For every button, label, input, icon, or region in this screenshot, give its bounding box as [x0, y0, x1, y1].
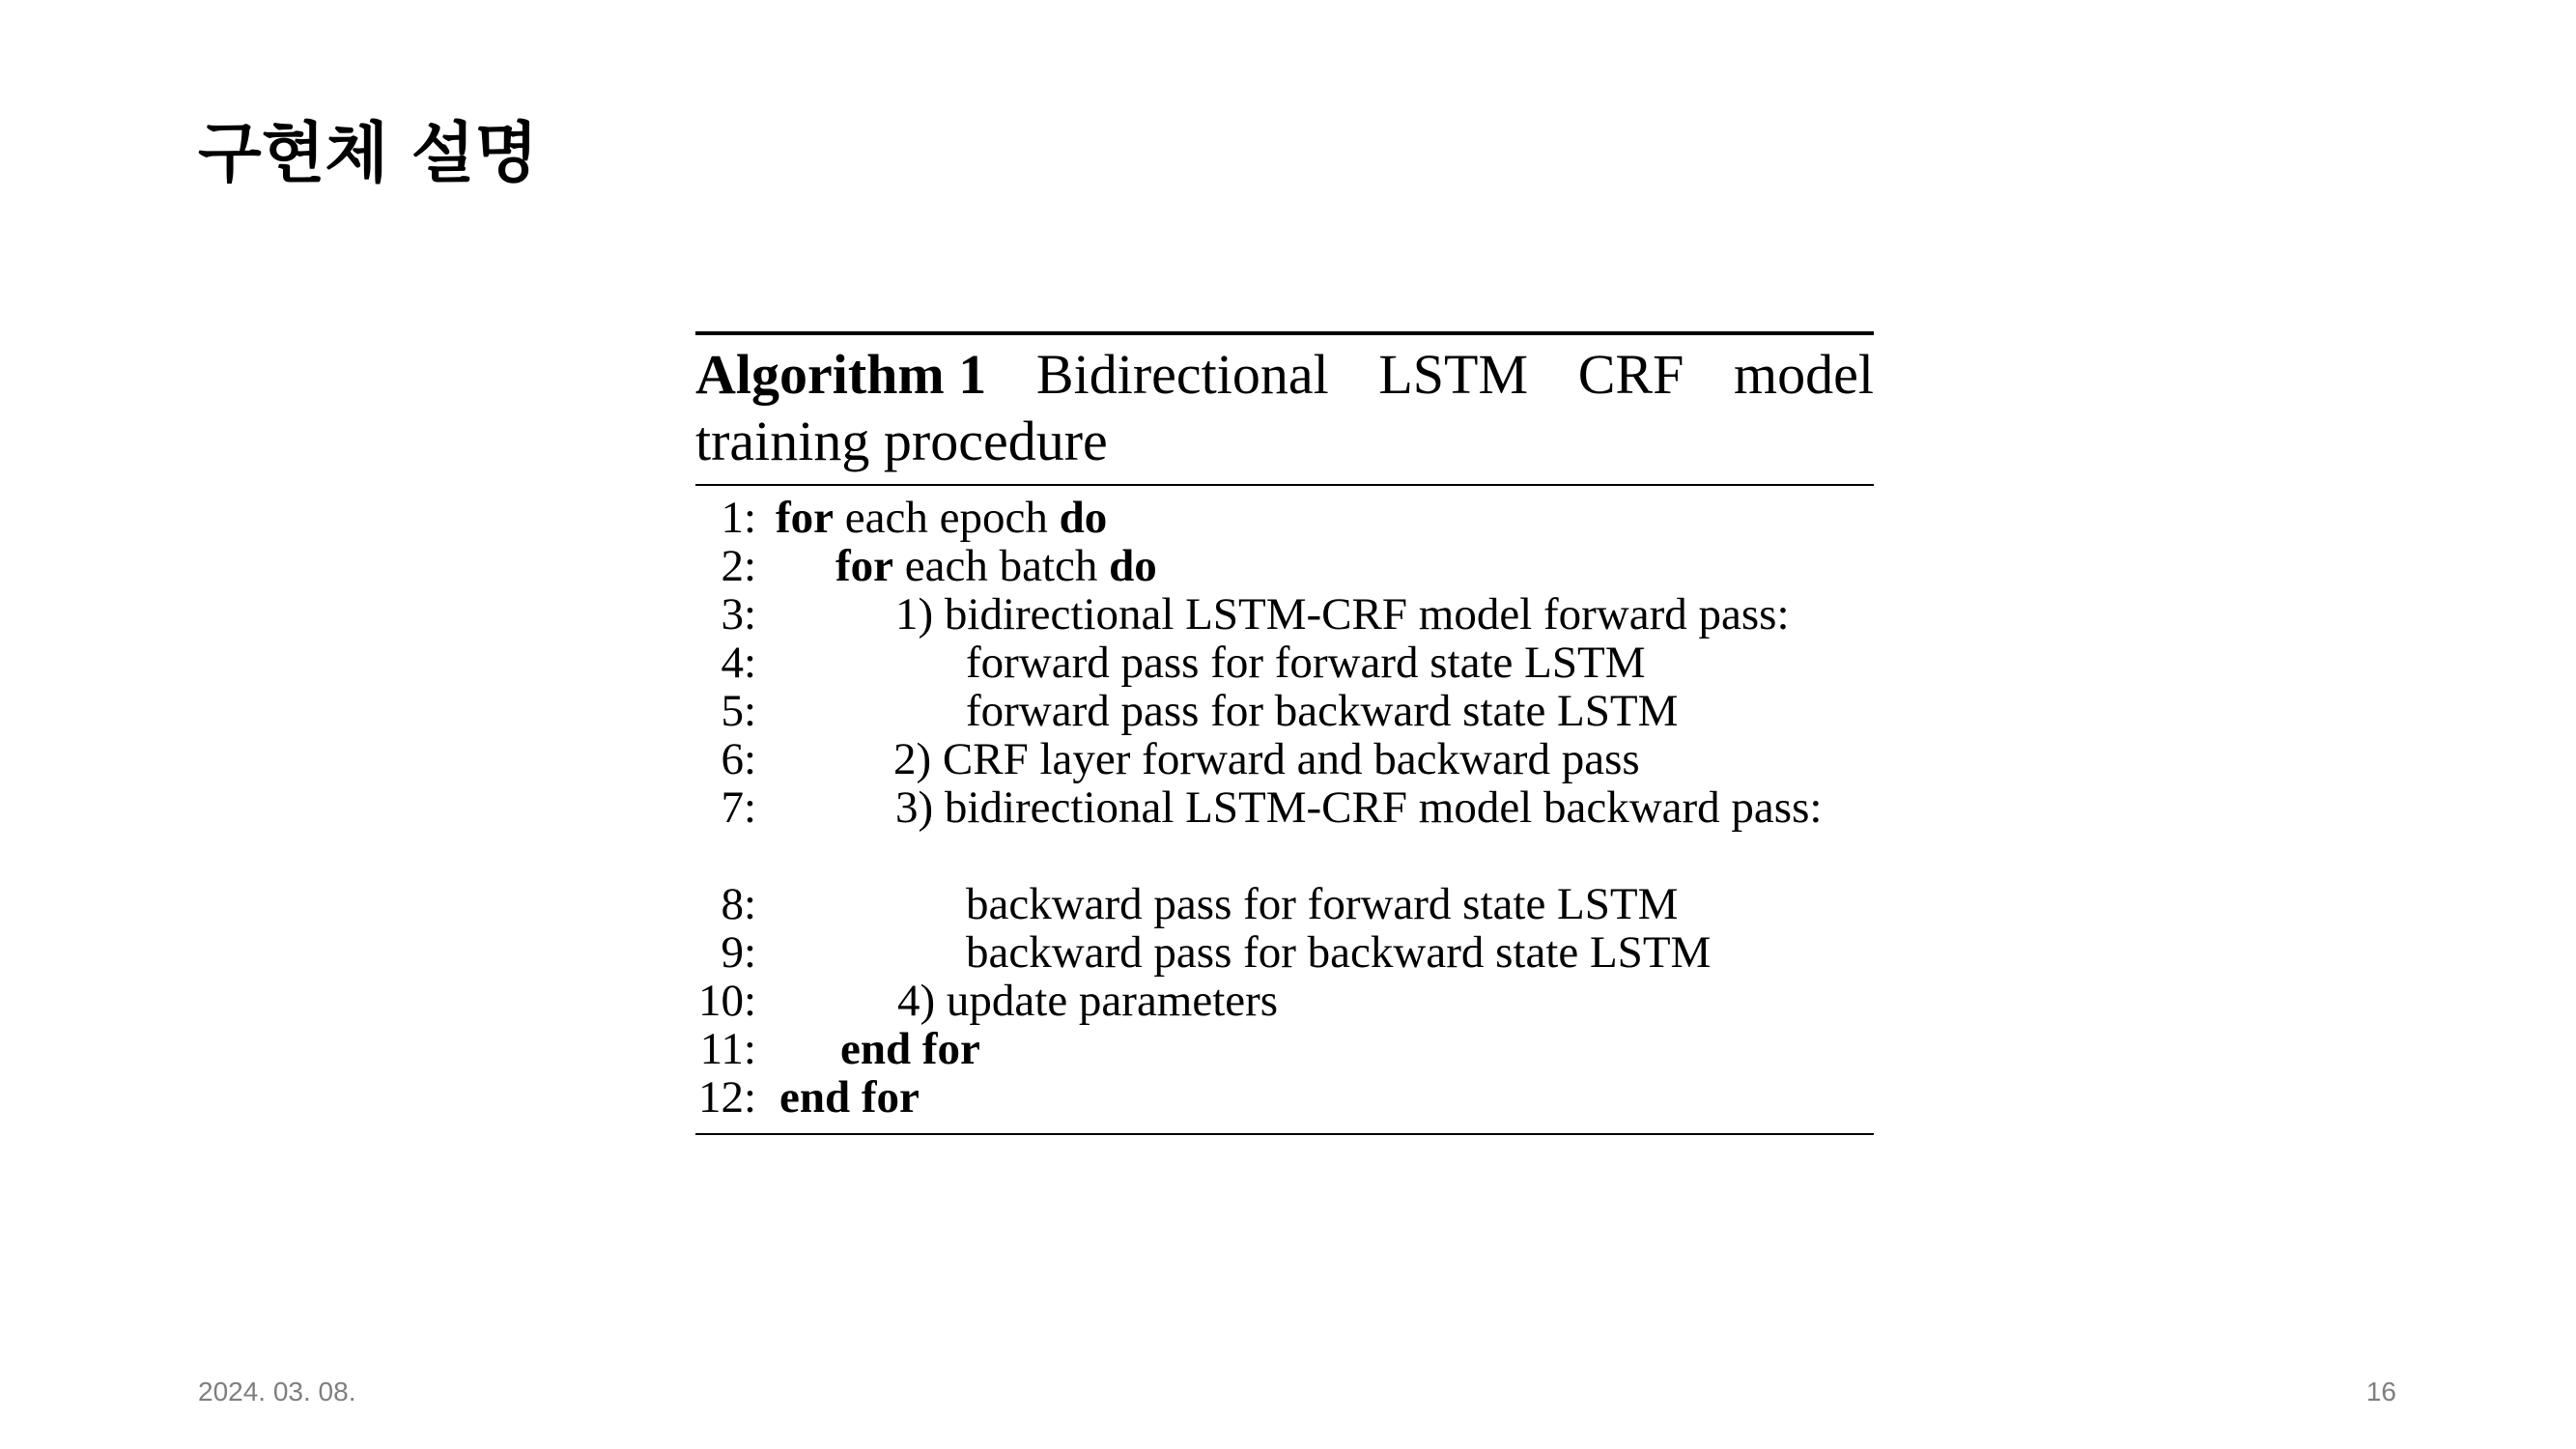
- line-number: 4:: [721, 638, 756, 688]
- line-text: [835, 542, 1157, 590]
- line-text: backward pass for backward state LSTM: [966, 927, 1712, 978]
- line-body: each batch: [893, 541, 1110, 591]
- bottom-rule: [695, 1133, 1874, 1135]
- algorithm-box: [695, 331, 1874, 1135]
- algorithm-line: [695, 735, 1874, 783]
- line-text: 2) CRF layer forward and backward pass: [893, 734, 1640, 784]
- keyword: end for: [779, 1072, 920, 1122]
- algorithm-line: [695, 494, 1874, 542]
- caption-word: CRF: [1577, 343, 1684, 406]
- algorithm-caption: [695, 335, 1874, 484]
- caption-line-1: [695, 341, 1874, 408]
- line-number: 6:: [721, 734, 756, 784]
- caption-line-2: training procedure: [695, 410, 1108, 472]
- keyword: do: [1109, 541, 1157, 591]
- line-number: 3:: [721, 589, 756, 639]
- algorithm-line: [695, 687, 1874, 735]
- line-number: 5:: [721, 686, 756, 736]
- line-text: 1) bidirectional LSTM-CRF model forward pass:: [895, 589, 1790, 639]
- line-body: each epoch: [834, 493, 1060, 543]
- line-number: 11:: [699, 1024, 756, 1074]
- line-number: 1:: [721, 493, 756, 543]
- algorithm-line: [695, 1073, 1874, 1122]
- caption-word: Bidirectional: [1035, 343, 1329, 406]
- algorithm-line: [695, 639, 1874, 687]
- keyword: do: [1059, 493, 1108, 543]
- keyword: for: [835, 541, 894, 591]
- algorithm-body: [695, 486, 1874, 1133]
- slide-title: 구현체 설명: [198, 116, 539, 192]
- algorithm-line: [695, 542, 1874, 590]
- footer-date: 2024. 03. 08.: [198, 1377, 356, 1406]
- line-text: forward pass for forward state LSTM: [966, 638, 1646, 688]
- line-number: 12:: [697, 1072, 756, 1122]
- line-number: 7:: [721, 782, 756, 833]
- keyword: end for: [840, 1024, 980, 1074]
- page-number: 16: [2365, 1377, 2396, 1406]
- caption-word: LSTM: [1378, 343, 1529, 406]
- line-text: forward pass for backward state LSTM: [966, 686, 1679, 736]
- algorithm-line: [695, 928, 1874, 977]
- line-number: 2:: [721, 541, 756, 591]
- line-text: [776, 494, 1107, 542]
- algorithm-line: [695, 783, 1874, 832]
- line-text: backward pass for forward state LSTM: [966, 879, 1679, 929]
- line-number: 9:: [721, 927, 756, 978]
- algorithm-line: [695, 590, 1874, 639]
- caption-word: model: [1734, 343, 1874, 406]
- algorithm-label: Algorithm 1: [695, 343, 987, 406]
- keyword: for: [776, 493, 835, 543]
- line-number: 10:: [697, 976, 756, 1026]
- line-text: 3) bidirectional LSTM-CRF model backward pass:: [895, 782, 1823, 833]
- algorithm-line: [695, 1025, 1874, 1073]
- line-number: 8:: [721, 879, 756, 929]
- line-text: 4) update parameters: [897, 976, 1279, 1026]
- algorithm-line: [695, 880, 1874, 928]
- algorithm-line: [695, 977, 1874, 1025]
